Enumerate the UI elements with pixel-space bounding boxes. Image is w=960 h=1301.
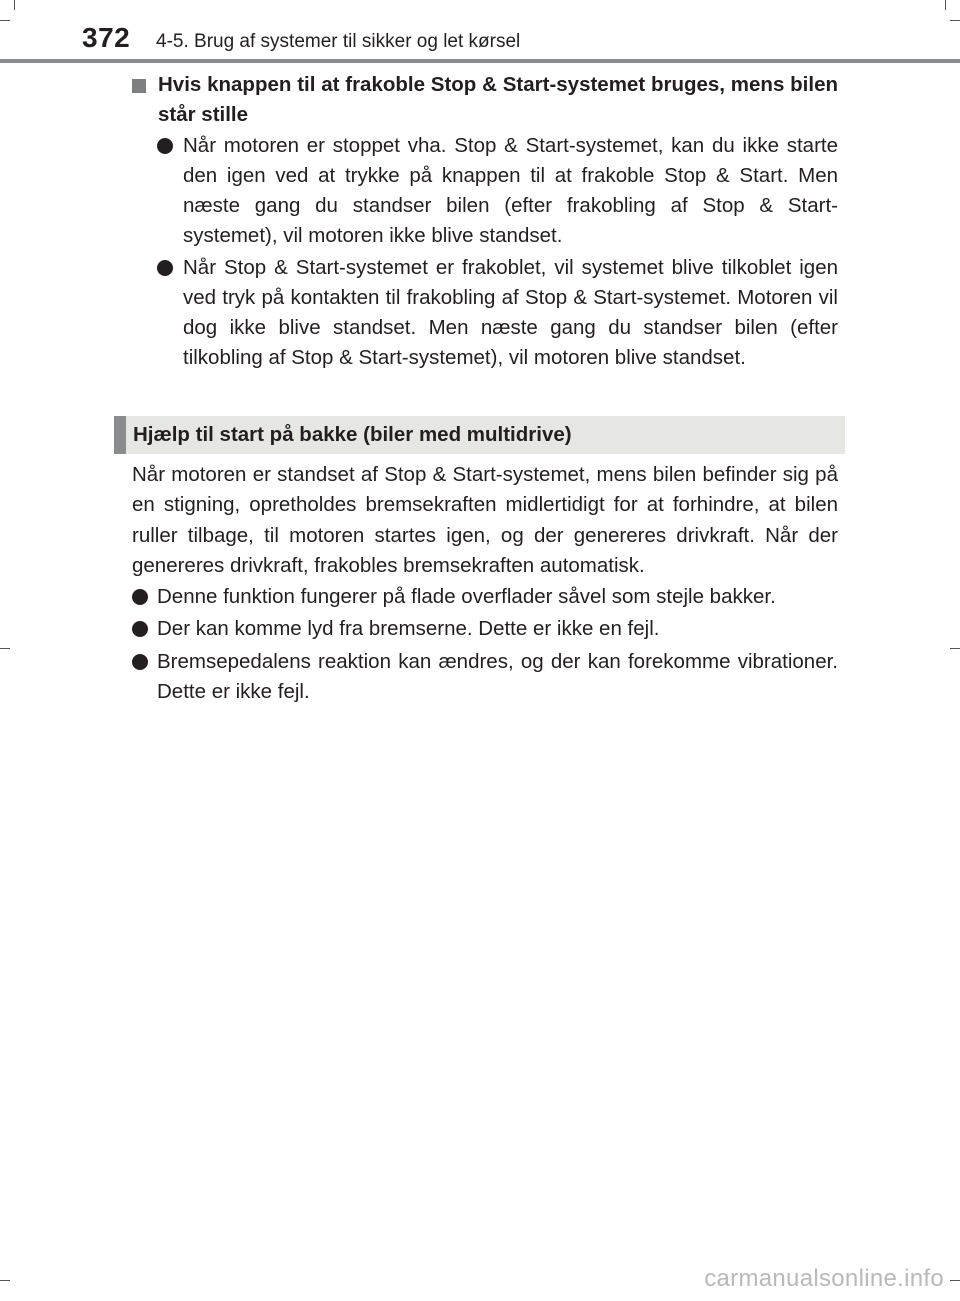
- section-title-bar: [114, 416, 845, 454]
- list-item: [132, 647, 838, 707]
- crop-mark: [950, 1280, 960, 1281]
- list-item: [157, 131, 838, 251]
- crop-mark: [0, 1280, 10, 1281]
- list-item-text: Når motoren er stoppet vha. Stop & Start-systemet, kan du ikke starte den igen ved at trykke på knappen til at frakoble Stop & Start. Men næste gang du standser bilen (efter frakobling af Stop & Start-systemet), vil motoren ikke blive standset.: [183, 134, 838, 247]
- header-rule: [0, 59, 960, 63]
- subsection-heading-text: Hvis knappen til at frakoble Stop & Start-systemet bruges, mens bilen står stille: [158, 73, 838, 126]
- list-item-text: Der kan komme lyd fra bremserne. Dette er ikke en fejl.: [157, 617, 660, 640]
- crop-mark: [950, 20, 960, 21]
- subsection-heading: [132, 70, 838, 130]
- crop-mark: [945, 0, 946, 10]
- list-item: [132, 582, 838, 612]
- list-item: [157, 253, 838, 373]
- section-accent: [114, 416, 126, 454]
- bullet-dot-icon: [132, 589, 148, 605]
- chapter-title: 4-5. Brug af systemer til sikker og let kørsel: [156, 31, 521, 52]
- bullet-dot-icon: [157, 138, 173, 154]
- section-intro: Når motoren er standset af Stop & Start-systemet, mens bilen befinder sig på en stigning, opretholdes bremsekraften midlertidigt for at forhindre, at bilen ruller tilbage, til motoren startes igen, og der genereres drivkraft. Når der genereres drivkraft, frakobles bremsekraften automatisk.: [132, 463, 838, 578]
- list-item-text: Denne funktion fungerer på flade overflader såvel som stejle bakker.: [157, 585, 776, 608]
- crop-mark: [14, 0, 15, 10]
- bullet-dot-icon: [132, 654, 148, 670]
- section-title: Hjælp til start på bakke (biler med multidrive): [133, 423, 572, 446]
- crop-mark: [0, 20, 10, 21]
- list-item: [132, 614, 838, 644]
- list-item-text: Bremsepedalens reaktion kan ændres, og der kan forekomme vibrationer. Dette er ikke fejl.: [157, 650, 838, 703]
- page-number: 372: [82, 22, 131, 53]
- crop-mark: [0, 648, 10, 649]
- square-bullet-icon: [132, 79, 146, 93]
- crop-mark: [950, 648, 960, 649]
- bullet-dot-icon: [157, 260, 173, 276]
- bullet-dot-icon: [132, 621, 148, 637]
- watermark: carmanualsonline.info: [704, 1265, 944, 1292]
- list-item-text: Når Stop & Start-systemet er frakoblet, vil systemet blive tilkoblet igen ved tryk på kontakten til frakobling af Stop & Start-systemet. Motoren vil dog ikke blive standset. Men næste gang du standser bilen (efter tilkobling af Stop & Start-systemet), vil motoren blive standset.: [183, 256, 838, 369]
